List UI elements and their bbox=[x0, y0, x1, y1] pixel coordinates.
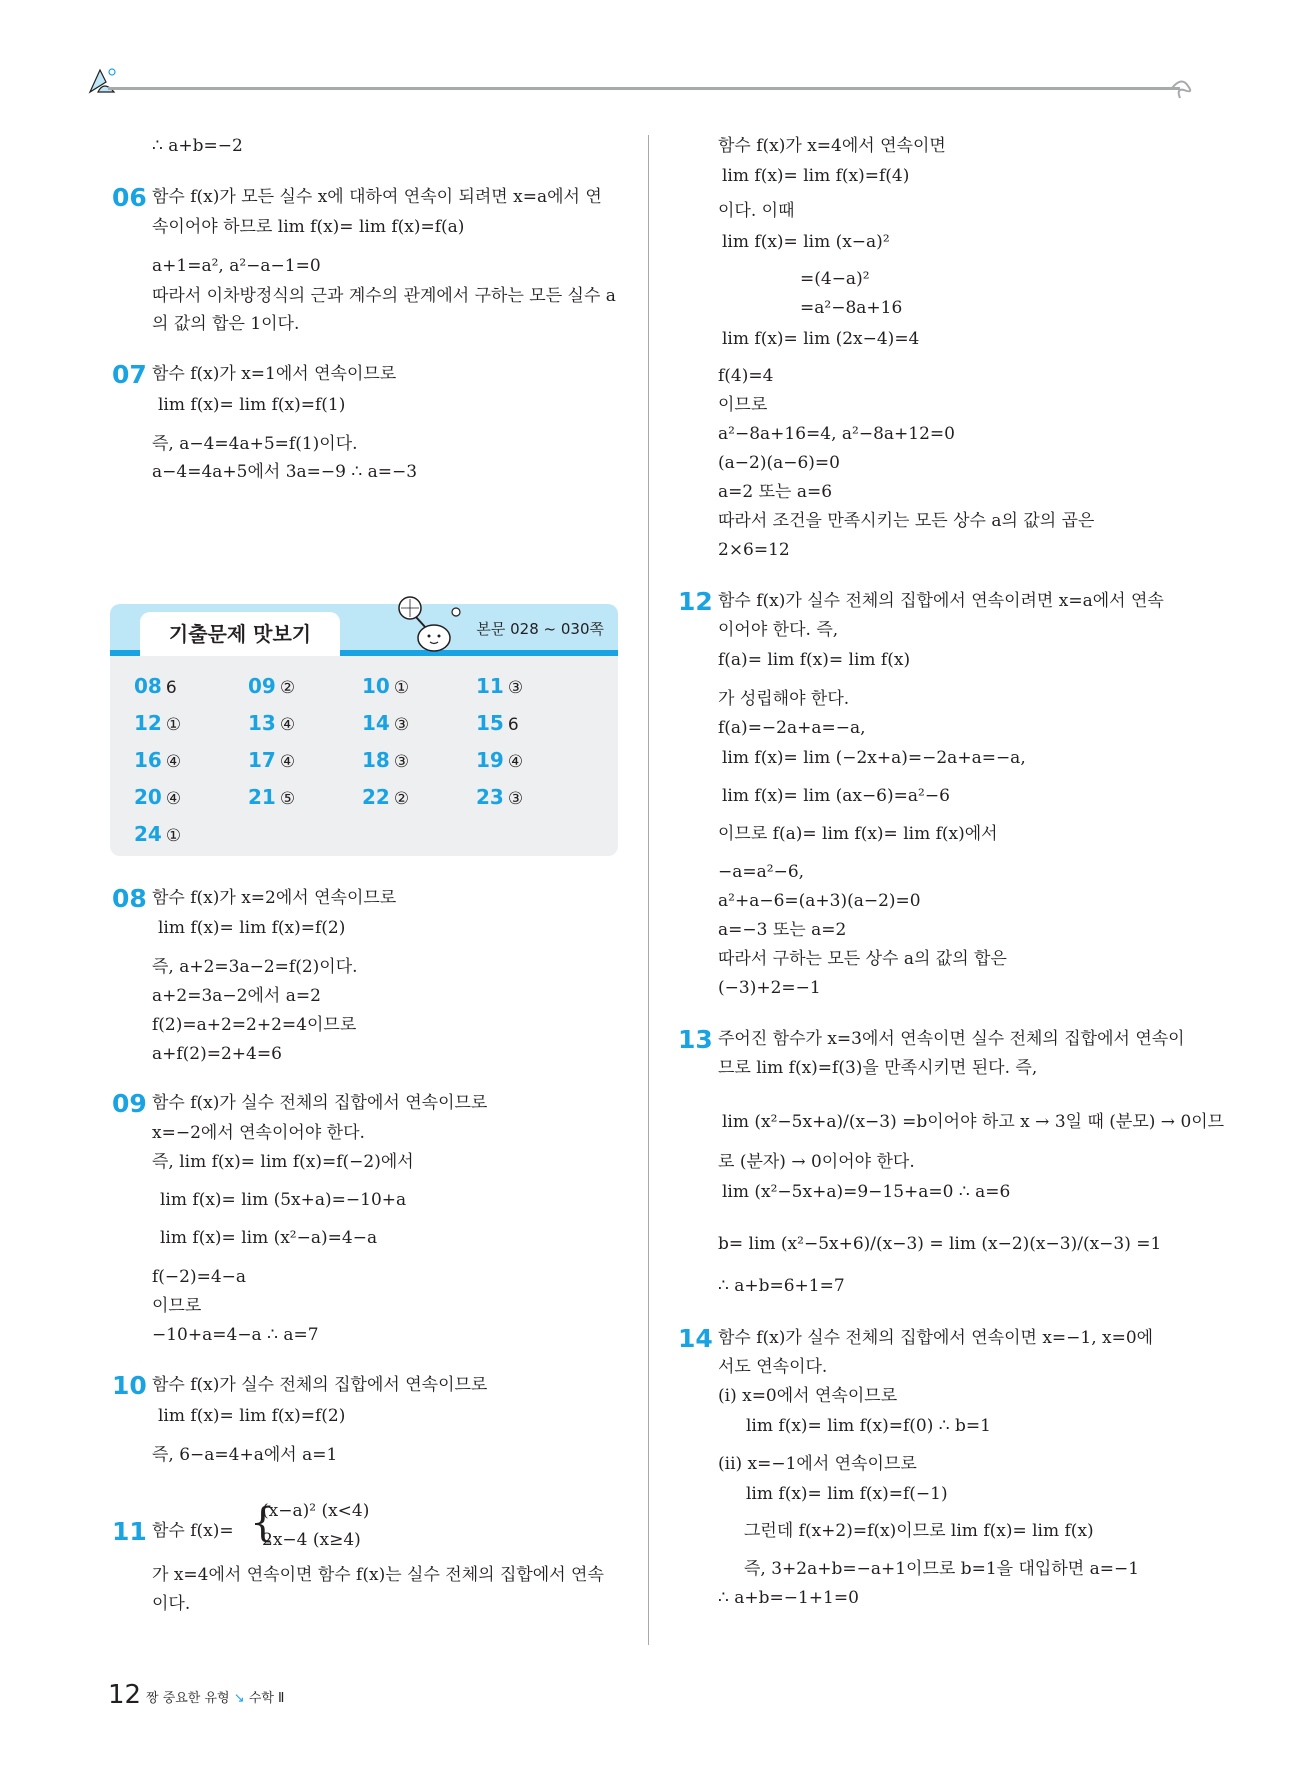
answer-item: 09 ② bbox=[248, 674, 296, 698]
solution-line: 그런데 f(x+2)=f(x)이므로 lim f(x)= lim f(x) bbox=[744, 1521, 1094, 1541]
cat-mascot-icon bbox=[396, 592, 466, 656]
solution-line: 이므로 bbox=[152, 1296, 202, 1316]
pre-line: ∴ a+b=−2 bbox=[152, 136, 243, 156]
problem-number-08: 08 bbox=[112, 884, 147, 913]
solution-line: 즉, a−4=4a+5=f(1)이다. bbox=[152, 434, 358, 454]
solution-line: ∴ a+b=−1+1=0 bbox=[718, 1588, 859, 1608]
footer-title bbox=[146, 1687, 284, 1706]
solution-line: f(a)=−2a+a=−a, bbox=[718, 718, 866, 738]
solution-line: a²+a−6=(a+3)(a−2)=0 bbox=[718, 891, 921, 911]
answer-item: 24 ① bbox=[134, 822, 182, 846]
solution-line: a+2=3a−2에서 a=2 bbox=[152, 986, 321, 1006]
solution-line: f(2)=a+2=2+2=4이므로 bbox=[152, 1015, 357, 1035]
solution-line: 이므로 bbox=[718, 395, 768, 415]
solution-line: lim f(x)= lim (5x+a)=−10+a bbox=[160, 1190, 407, 1210]
problem-number-07: 07 bbox=[112, 360, 147, 389]
witch-mascot-icon bbox=[84, 62, 124, 96]
solution-line: 즉, lim f(x)= lim f(x)=f(−2)에서 bbox=[152, 1152, 414, 1172]
solution-line: lim f(x)= lim f(x)=f(−1) bbox=[746, 1484, 948, 1504]
answer-item: 17 ④ bbox=[248, 748, 296, 772]
solution-line: −10+a=4−a ∴ a=7 bbox=[152, 1325, 319, 1345]
solution-line: lim f(x)= lim f(x)=f(0) ∴ b=1 bbox=[746, 1416, 991, 1436]
solution-line: lim f(x)= lim f(x)=f(1) bbox=[158, 395, 346, 415]
problem-number-12: 12 bbox=[678, 587, 713, 616]
solution-line: f(−2)=4−a bbox=[152, 1267, 247, 1287]
solution-line: a+f(2)=2+4=6 bbox=[152, 1044, 282, 1064]
solution-line: 함수 f(x)가 실수 전체의 집합에서 연속이면 x=−1, x=0에 bbox=[718, 1328, 1154, 1348]
solution-line: b= lim (x²−5x+6)/(x−3) = lim (x−2)(x−3)/(x−3) =1 bbox=[718, 1234, 1162, 1254]
solution-line: lim f(x)= lim f(x)=f(2) bbox=[158, 918, 346, 938]
solution-line: lim f(x)= lim f(x)=f(2) bbox=[158, 1406, 346, 1426]
solution-line: 함수 f(x)= bbox=[152, 1521, 234, 1541]
solution-line: x=−2에서 연속이어야 한다. bbox=[152, 1123, 365, 1143]
solution-line: 이다. 이때 bbox=[718, 201, 795, 221]
solution-line: 함수 f(x)가 x=1에서 연속이므로 bbox=[152, 364, 397, 384]
solution-line: a+1=a², a²−a−1=0 bbox=[152, 256, 321, 276]
answer-item: 15 6 bbox=[476, 711, 519, 735]
solution-line: lim (x²−5x+a)/(x−3) =b이어야 하고 x → 3일 때 (분모) → 0이므 bbox=[722, 1112, 1225, 1132]
brace-icon: { bbox=[250, 1500, 276, 1546]
solution-line: 므로 lim f(x)=f(3)을 만족시키면 된다. 즉, bbox=[718, 1058, 1038, 1078]
answer-item: 14 ③ bbox=[362, 711, 410, 735]
solution-line: a=−3 또는 a=2 bbox=[718, 920, 847, 940]
answer-key-box bbox=[110, 604, 618, 856]
solution-line: (i) x=0에서 연속이므로 bbox=[718, 1386, 898, 1406]
answer-item: 11 ③ bbox=[476, 674, 524, 698]
problem-number-13: 13 bbox=[678, 1025, 713, 1054]
answer-box-page-ref: 본문 028 ~ 030쪽 bbox=[476, 620, 604, 638]
solution-line: 2×6=12 bbox=[718, 540, 790, 560]
solution-line: −a=a²−6, bbox=[718, 862, 805, 882]
answer-item: 21 ⑤ bbox=[248, 785, 296, 809]
subject-name: 수학 Ⅱ bbox=[248, 1691, 285, 1706]
solution-line: a−4=4a+5에서 3a=−9 ∴ a=−3 bbox=[152, 462, 418, 482]
solution-line: lim f(x)= lim (x²−a)=4−a bbox=[160, 1228, 378, 1248]
solution-line: 즉, a+2=3a−2=f(2)이다. bbox=[152, 957, 358, 977]
problem-number-09: 09 bbox=[112, 1089, 147, 1118]
book-title: 짱 중요한 유형 bbox=[146, 1691, 230, 1706]
solution-line: (x−a)² (x<4) bbox=[262, 1501, 370, 1521]
solution-line: lim f(x)= lim (ax−6)=a²−6 bbox=[722, 786, 950, 806]
solution-line: (−3)+2=−1 bbox=[718, 978, 821, 998]
solution-line: 함수 f(x)가 x=4에서 연속이면 bbox=[718, 136, 946, 156]
separator-icon: ↘ bbox=[233, 1691, 245, 1706]
answer-item: 08 6 bbox=[134, 674, 177, 698]
solution-line: 로 (분자) → 0이어야 한다. bbox=[718, 1152, 915, 1172]
solution-line: 서도 연속이다. bbox=[718, 1357, 828, 1377]
solution-line: 함수 f(x)가 실수 전체의 집합에서 연속이므로 bbox=[152, 1093, 488, 1113]
solution-line: ∴ a+b=6+1=7 bbox=[718, 1276, 845, 1296]
solution-line: 이므로 f(a)= lim f(x)= lim f(x)에서 bbox=[718, 824, 998, 844]
solution-line: 따라서 조건을 만족시키는 모든 상수 a의 값의 곱은 bbox=[718, 511, 1095, 531]
solution-line: 의 값의 합은 1이다. bbox=[152, 314, 300, 334]
ribbon-icon bbox=[1168, 76, 1196, 102]
answer-item: 16 ④ bbox=[134, 748, 182, 772]
solution-line: lim f(x)= lim f(x)=f(4) bbox=[722, 166, 910, 186]
solution-line: lim f(x)= lim (x−a)² bbox=[722, 232, 890, 252]
solution-line: 가 성립해야 한다. bbox=[718, 689, 850, 709]
solution-line: 함수 f(x)가 x=2에서 연속이므로 bbox=[152, 888, 397, 908]
answer-item: 13 ④ bbox=[248, 711, 296, 735]
answer-item: 22 ② bbox=[362, 785, 410, 809]
page-number: 12 bbox=[108, 1680, 142, 1710]
answer-box-title: 기출문제 맛보기 bbox=[140, 612, 340, 656]
solution-line: 따라서 이차방정식의 근과 계수의 관계에서 구하는 모든 실수 a bbox=[152, 286, 616, 306]
answer-item: 12 ① bbox=[134, 711, 182, 735]
solution-line: a=2 또는 a=6 bbox=[718, 482, 833, 502]
problem-number-10: 10 bbox=[112, 1371, 147, 1400]
solution-line: lim f(x)= lim (2x−4)=4 bbox=[722, 329, 920, 349]
solution-line: f(a)= lim f(x)= lim f(x) bbox=[718, 650, 911, 670]
problem-number-14: 14 bbox=[678, 1324, 713, 1353]
answer-item: 19 ④ bbox=[476, 748, 524, 772]
solution-line: 이다. bbox=[152, 1594, 191, 1614]
header-rule bbox=[108, 87, 1180, 90]
column-divider bbox=[648, 135, 649, 1645]
answer-item: 18 ③ bbox=[362, 748, 410, 772]
answer-item: 10 ① bbox=[362, 674, 410, 698]
solution-line: 함수 f(x)가 실수 전체의 집합에서 연속이므로 bbox=[152, 1375, 488, 1395]
solution-line: (a−2)(a−6)=0 bbox=[718, 453, 840, 473]
solution-line: f(4)=4 bbox=[718, 366, 774, 386]
solution-line: 즉, 6−a=4+a에서 a=1 bbox=[152, 1445, 338, 1465]
problem-number-11: 11 bbox=[112, 1517, 147, 1546]
solution-line: 따라서 구하는 모든 상수 a의 값의 합은 bbox=[718, 949, 1007, 969]
solution-line: 함수 f(x)가 모든 실수 x에 대하여 연속이 되려면 x=a에서 연 bbox=[152, 187, 602, 207]
solution-line: 함수 f(x)가 실수 전체의 집합에서 연속이려면 x=a에서 연속 bbox=[718, 591, 1164, 611]
solution-line: (ii) x=−1에서 연속이므로 bbox=[718, 1454, 917, 1474]
solution-line: 가 x=4에서 연속이면 함수 f(x)는 실수 전체의 집합에서 연속 bbox=[152, 1565, 604, 1585]
solution-line: 2x−4 (x≥4) bbox=[262, 1530, 361, 1550]
solution-line: lim f(x)= lim (−2x+a)=−2a+a=−a, bbox=[722, 748, 1026, 768]
solution-line: 즉, 3+2a+b=−a+1이므로 b=1을 대입하면 a=−1 bbox=[744, 1559, 1140, 1579]
problem-number-06: 06 bbox=[112, 183, 147, 212]
answer-item: 20 ④ bbox=[134, 785, 182, 809]
solution-line: 이어야 한다. 즉, bbox=[718, 620, 839, 640]
answer-item: 23 ③ bbox=[476, 785, 524, 809]
solution-line: =a²−8a+16 bbox=[800, 298, 903, 318]
solution-line: =(4−a)² bbox=[800, 269, 870, 289]
solution-line: a²−8a+16=4, a²−8a+12=0 bbox=[718, 424, 955, 444]
solution-line: lim (x²−5x+a)=9−15+a=0 ∴ a=6 bbox=[722, 1182, 1011, 1202]
solution-line: 주어진 함수가 x=3에서 연속이면 실수 전체의 집합에서 연속이 bbox=[718, 1029, 1185, 1049]
solution-line: 속이어야 하므로 lim f(x)= lim f(x)=f(a) bbox=[152, 217, 465, 237]
